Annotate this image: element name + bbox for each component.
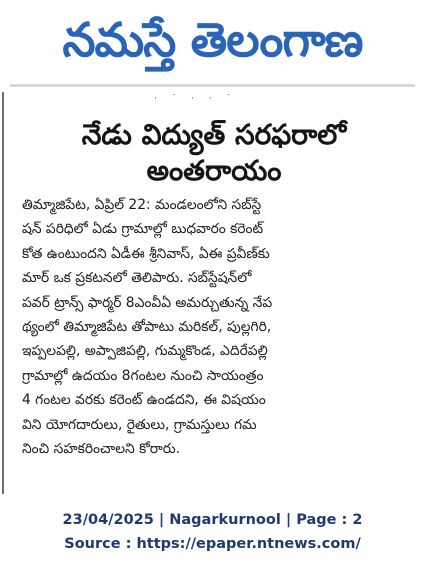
- article-body-line: మార్ ఒక ప్రకటనలో తెలిపారు. సబ్‌స్టేషన్‌లో: [22, 270, 252, 287]
- publication-date-edition-page: 23/04/2025 | Nagarkurnool | Page : 2: [62, 512, 363, 528]
- article-body-line: థ్యంలో తిమ్మాజిపేట తోపాటు మరికల్, పుల్లగిరి,: [22, 319, 272, 336]
- article-body-line: గ్రామాల్లో ఉదయం 8గంటల నుంచి సాయంత్రం: [22, 367, 264, 384]
- masthead-divider: [10, 84, 415, 87]
- source-link[interactable]: Source : https://epaper.ntnews.com/: [64, 536, 361, 552]
- article-headline-line2: అంతరాయం: [146, 154, 282, 187]
- article-body-line: విని యోగదారులు, రైతులు, గ్రామస్తులు గమ: [22, 416, 257, 433]
- clipping-cut-marks: · ˙ · · ˙: [154, 94, 238, 104]
- article-body-line: 4 గంటల వరకు కరెంట్ ఉండదని, ఈ విషయం: [22, 392, 266, 409]
- newspaper-masthead: నమస్తే తెలంగాణ: [62, 13, 363, 68]
- article-body-line: ఇప్పలపల్లి, అప్పాజిపల్లి, గుమ్మకొండ, ఎదిరేపల్లి: [22, 343, 268, 360]
- article-body-line: తిమ్మాజిపేట, ఏప్రిల్ 22: మండలంలోని సబ్‌స్టే: [22, 197, 262, 213]
- article-headline-line1: నేడు విద్యుత్ సరఫరాలో: [81, 118, 347, 151]
- article-body-line: నించి సహకరించాలని కోరారు.: [22, 441, 181, 458]
- article-body-line: కోత ఉంటుందని ఏడీఈ శ్రీనివాస్, ఏఈ ప్రవీణ్‌కు: [22, 245, 270, 262]
- article-clipping: [2, 92, 425, 494]
- article-body: [22, 193, 420, 461]
- article-body-line: పవర్ ట్రాన్స్ ఫార్మర్ 8ఎంవీఏ అమర్చుతున్న నేప: [22, 294, 273, 311]
- article-body-line: షన్ పరిధిలో ఏడు గ్రామాల్లో బుధవారం కరెంట్: [22, 221, 264, 238]
